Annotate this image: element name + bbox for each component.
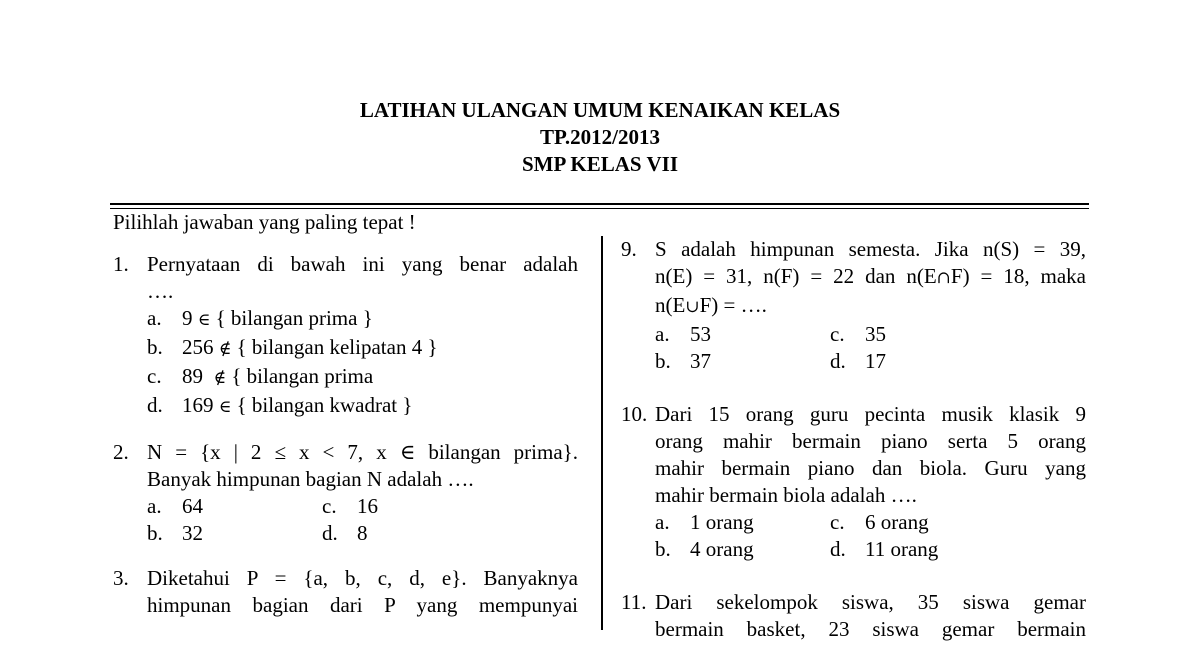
question-number: 10. — [621, 402, 648, 426]
option-b: b. 32 — [147, 521, 203, 545]
question-number: 3. — [113, 566, 129, 590]
question-text-line: bermain basket, 23 siswa gemar bermain — [655, 617, 1086, 641]
question-body — [655, 401, 1086, 563]
element-of-symbol: ∈ — [218, 397, 232, 417]
question-text-line: Banyak himpunan bagian N adalah …. — [147, 467, 474, 491]
question-number: 11. — [621, 590, 647, 614]
option-text: 169 ∈ { bilangan kwadrat } — [182, 393, 413, 417]
question-number: 9. — [621, 237, 637, 261]
option-text: 64 — [182, 494, 203, 518]
question-text-line: S adalah himpunan semesta. Jika n(S) = 39, — [655, 237, 1086, 261]
question-1 — [113, 251, 578, 421]
question-body — [655, 589, 1086, 643]
question-body — [655, 236, 1086, 375]
option-b — [147, 334, 578, 363]
option-a — [147, 305, 578, 334]
option-a: a. 1 orang — [655, 510, 754, 534]
option-text: 53 — [690, 322, 711, 346]
option-c: c. 16 — [322, 494, 378, 518]
left-column — [113, 209, 578, 637]
document-title — [0, 97, 1200, 178]
title-line-1: LATIHAN ULANGAN UMUM KENAIKAN KELAS — [359, 98, 841, 122]
option-text: 11 orang — [865, 537, 939, 561]
question-text-line: N = {x | 2 ≤ x < 7, x ∈ bilangan prima}. — [147, 440, 578, 464]
question-body — [147, 565, 578, 619]
option-text: 4 orang — [690, 537, 754, 561]
question-number: 2. — [113, 440, 129, 464]
option-text: 37 — [690, 349, 711, 373]
question-text-line: himpunan bagian dari P yang mempunyai — [147, 593, 578, 617]
question-text-line: Dari 15 orang guru pecinta musik klasik 9 — [655, 402, 1086, 426]
question-11 — [621, 589, 1086, 643]
option-text: 256 ∉ { bilangan kelipatan 4 } — [182, 335, 438, 359]
option-grid — [147, 493, 578, 547]
question-body — [147, 251, 578, 421]
option-text: 89 ∉ { bilangan prima — [182, 364, 374, 388]
question-text-line: …. — [147, 279, 174, 303]
option-letter: a. — [147, 306, 162, 330]
question-text-line: mahir bermain piano dan biola. Guru yang — [655, 456, 1086, 480]
option-c — [147, 363, 578, 392]
question-body — [147, 439, 578, 547]
option-text: 8 — [357, 521, 368, 545]
question-text-line: Diketahui P = {a, b, c, d, e}. Banyaknya — [147, 566, 578, 590]
option-text: 9 ∈ { bilangan prima } — [182, 306, 373, 330]
option-text: 32 — [182, 521, 203, 545]
question-3 — [113, 565, 578, 619]
option-text: 35 — [865, 322, 886, 346]
option-text: 16 — [357, 494, 378, 518]
column-divider — [601, 236, 603, 630]
question-text-line: Pernyataan di bawah ini yang benar adalah — [147, 252, 578, 276]
option-a: a. 53 — [655, 322, 711, 346]
option-text: 1 orang — [690, 510, 754, 534]
option-grid — [655, 321, 1086, 375]
question-text-line: n(E∪F) = …. — [655, 293, 767, 317]
option-d: d. 8 — [322, 521, 368, 545]
header-rule-thick — [110, 203, 1089, 205]
option-c: c. 35 — [830, 322, 886, 346]
option-d: d. 11 orang — [830, 537, 939, 561]
question-number: 1. — [113, 252, 129, 276]
option-text: 6 orang — [865, 510, 929, 534]
title-line-2: TP.2012/2013 — [540, 125, 660, 149]
question-text-line: mahir bermain biola adalah …. — [655, 483, 917, 507]
question-text-line: orang mahir bermain piano serta 5 orang — [655, 429, 1086, 453]
option-letter: c. — [147, 364, 162, 388]
option-letter: b. — [147, 335, 163, 359]
option-letter: d. — [147, 393, 163, 417]
not-element-of-symbol: ∉ — [218, 339, 232, 359]
instruction-text: Pilihlah jawaban yang paling tepat ! — [113, 210, 416, 234]
option-c: c. 6 orang — [830, 510, 929, 534]
question-text-line: Dari sekelompok siswa, 35 siswa gemar — [655, 590, 1086, 614]
question-9 — [621, 236, 1086, 375]
element-of-symbol: ∈ — [197, 310, 211, 330]
union-symbol: ∪ — [685, 297, 700, 317]
question-2 — [113, 439, 578, 547]
option-d: d. 17 — [830, 349, 886, 373]
option-text: 17 — [865, 349, 886, 373]
option-b: b. 37 — [655, 349, 711, 373]
option-grid — [655, 509, 1086, 563]
option-a: a. 64 — [147, 494, 203, 518]
option-b: b. 4 orang — [655, 537, 754, 561]
title-line-3: SMP KELAS VII — [522, 152, 678, 176]
right-column — [621, 236, 1086, 661]
question-text-line: n(E) = 31, n(F) = 22 dan n(E∩F) = 18, maka — [655, 264, 1086, 288]
question-10 — [621, 401, 1086, 563]
intersection-symbol: ∩ — [936, 268, 951, 288]
option-d — [147, 392, 578, 421]
not-element-of-symbol: ∉ — [213, 368, 227, 388]
